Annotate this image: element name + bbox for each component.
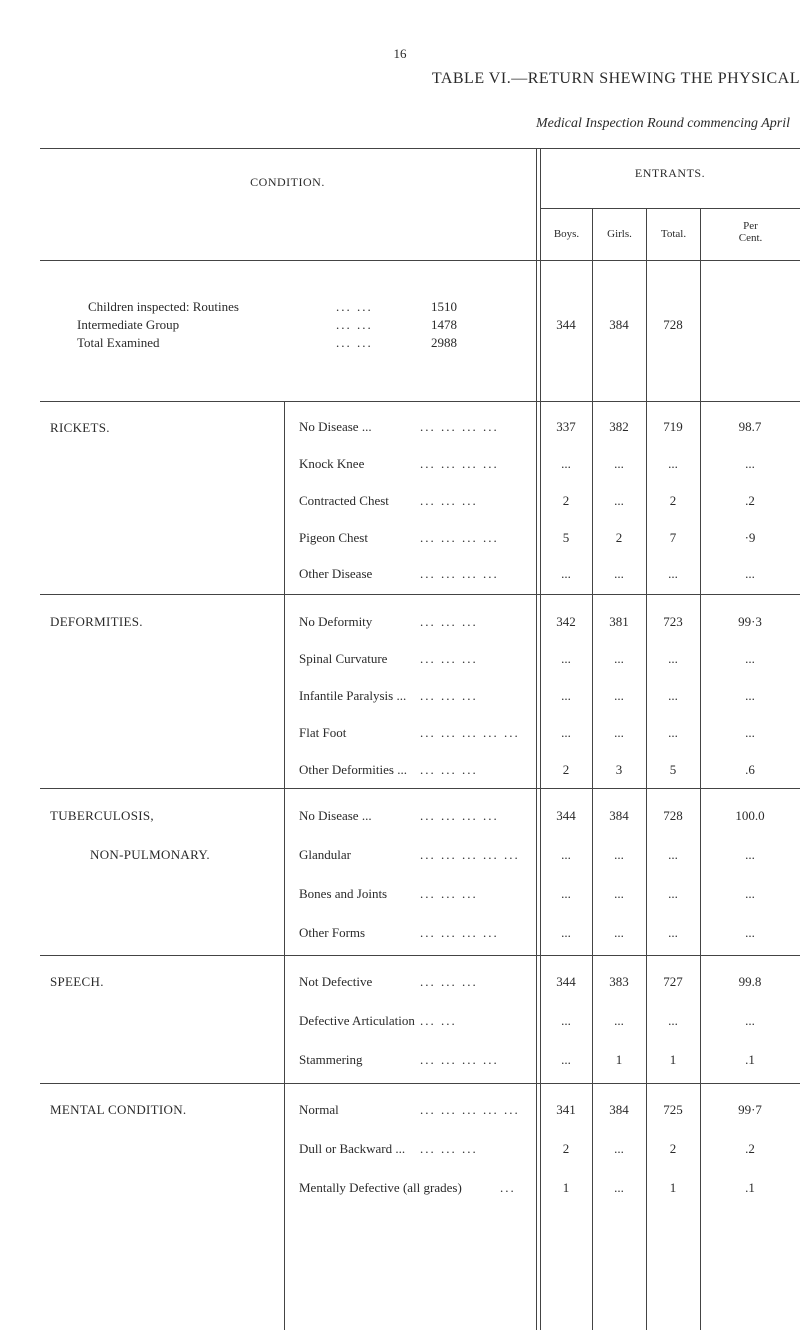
cell-girls: ... <box>614 456 624 471</box>
leader-dots: ... ... ... <box>420 1141 478 1156</box>
row-label: Infantile Paralysis ... <box>299 688 407 703</box>
cell-boys: ... <box>561 1052 571 1067</box>
girls-header: Girls. <box>607 228 632 240</box>
section-title: MENTAL CONDITION. <box>50 1102 187 1117</box>
row-label: Stammering <box>299 1052 363 1067</box>
cell-per-cent: ... <box>745 847 755 862</box>
cell-total: 1 <box>669 1052 677 1067</box>
cell-per-cent: .2 <box>745 493 755 508</box>
column-rule <box>700 208 701 1330</box>
cell-boys: ... <box>561 566 571 581</box>
cell-girls: 382 <box>609 419 629 434</box>
header-bottom-rule <box>40 260 800 261</box>
page-number: 16 <box>393 46 407 61</box>
inspected-bottom-rule <box>40 401 800 402</box>
section-title: TUBERCULOSIS, <box>50 808 154 823</box>
leader-dots: ... ... ... <box>420 688 478 703</box>
condition-header: CONDITION. <box>250 175 325 189</box>
row-label: No Disease ... <box>299 419 372 434</box>
row-label: Glandular <box>299 847 351 862</box>
row-label: Flat Foot <box>299 725 347 740</box>
leader-dots: ... <box>500 1180 516 1195</box>
row-label: Bones and Joints <box>299 886 388 901</box>
cell-girls: 384 <box>609 808 629 823</box>
per-cent-header: Per Cent. <box>738 220 763 244</box>
cell-girls: 1 <box>615 1052 623 1067</box>
leader-dots: ... ... ... ... ... <box>420 725 520 740</box>
inspected-girls: 384 <box>609 317 629 332</box>
cell-girls: 2 <box>615 530 623 545</box>
leader-dots: ... ... ... ... <box>420 566 499 581</box>
cell-total: ... <box>668 886 678 901</box>
cell-per-cent: ... <box>745 925 755 940</box>
inspected-label: Intermediate Group <box>77 317 180 332</box>
section-title: RICKETS. <box>50 420 110 435</box>
row-label: Other Forms <box>299 925 366 940</box>
speech-bottom-rule <box>40 1083 800 1084</box>
cell-girls: ... <box>614 925 624 940</box>
cell-per-cent: 99·3 <box>738 614 762 629</box>
leader-dots: ... ... ... ... <box>420 925 499 940</box>
cell-total: 1 <box>669 1180 677 1195</box>
leader-dots: ... ... ... <box>420 651 478 666</box>
cell-per-cent: ... <box>745 886 755 901</box>
cell-total: ... <box>668 566 678 581</box>
section-title: SPEECH. <box>50 974 104 989</box>
cell-boys: 2 <box>562 493 570 508</box>
cell-boys: 337 <box>556 419 576 434</box>
cell-total: ... <box>668 688 678 703</box>
inspected-total: 728 <box>663 317 683 332</box>
leader-dots: ... ... <box>336 299 373 314</box>
inspected-boys: 344 <box>556 317 576 332</box>
cell-per-cent: 100.0 <box>735 808 765 823</box>
cell-total: 727 <box>663 974 683 989</box>
cell-per-cent: ·9 <box>744 530 756 545</box>
leader-dots: ... ... <box>420 1013 457 1028</box>
cell-total: 719 <box>663 419 683 434</box>
row-label: Contracted Chest <box>299 493 389 508</box>
row-label: Spinal Curvature <box>299 651 388 666</box>
cell-per-cent: ... <box>745 456 755 471</box>
entrants-rule <box>540 208 800 209</box>
row-label: No Deformity <box>299 614 373 629</box>
cell-boys: 342 <box>556 614 576 629</box>
table-title: TABLE VI.—RETURN SHEWING THE PHYSICAL <box>431 70 800 87</box>
inspected-count: 1510 <box>431 299 457 314</box>
leader-dots: ... ... ... <box>420 614 478 629</box>
cell-girls: ... <box>614 886 624 901</box>
cell-total: ... <box>668 651 678 666</box>
cell-total: 725 <box>663 1102 683 1117</box>
leader-dots: ... ... <box>336 335 373 350</box>
cell-per-cent: 98.7 <box>738 419 762 434</box>
cell-boys: ... <box>561 1013 571 1028</box>
section-title: DEFORMITIES. <box>50 614 143 629</box>
cell-boys: 5 <box>562 530 570 545</box>
cell-total: ... <box>668 456 678 471</box>
cell-total: 728 <box>663 808 683 823</box>
cell-girls: ... <box>614 847 624 862</box>
leader-dots: ... ... <box>336 317 373 332</box>
deformities-bottom-rule <box>40 788 800 789</box>
inspected-label: Total Examined <box>77 335 160 350</box>
cell-total: ... <box>668 925 678 940</box>
cell-boys: 341 <box>556 1102 576 1117</box>
cell-total: 2 <box>669 1141 677 1156</box>
cell-girls: ... <box>614 493 624 508</box>
column-rule <box>284 401 285 1330</box>
leader-dots: ... ... ... ... <box>420 1052 499 1067</box>
tuberculosis-bottom-rule <box>40 955 800 956</box>
leader-dots: ... ... ... <box>420 493 478 508</box>
inspected-label: Children inspected: Routines <box>88 299 239 314</box>
cell-total: ... <box>668 847 678 862</box>
cell-per-cent: ... <box>745 651 755 666</box>
cell-boys: ... <box>561 847 571 862</box>
cell-boys: ... <box>561 725 571 740</box>
cell-boys: 2 <box>562 1141 570 1156</box>
cell-total: 2 <box>669 493 677 508</box>
cell-boys: ... <box>561 688 571 703</box>
row-label: Other Disease <box>299 566 373 581</box>
cell-girls: ... <box>614 651 624 666</box>
boys-header: Boys. <box>553 228 580 240</box>
cell-total: ... <box>668 1013 678 1028</box>
cell-boys: ... <box>561 456 571 471</box>
cell-boys: 1 <box>562 1180 570 1195</box>
cell-total: 723 <box>663 614 683 629</box>
row-label: Normal <box>299 1102 339 1117</box>
cell-boys: 344 <box>556 974 576 989</box>
cell-per-cent: ... <box>745 566 755 581</box>
cell-total: ... <box>668 725 678 740</box>
row-label: Knock Knee <box>299 456 365 471</box>
cell-girls: 381 <box>609 614 629 629</box>
cell-per-cent: .1 <box>745 1052 755 1067</box>
leader-dots: ... ... ... ... ... <box>420 1102 520 1117</box>
leader-dots: ... ... ... ... <box>420 456 499 471</box>
cell-girls: ... <box>614 688 624 703</box>
cell-per-cent: .1 <box>745 1180 755 1195</box>
top-rule <box>40 148 800 149</box>
cell-per-cent: 99·7 <box>738 1102 762 1117</box>
inspected-count: 1478 <box>431 317 457 332</box>
row-label: Mentally Defective (all grades) <box>299 1180 462 1195</box>
cell-girls: ... <box>614 1013 624 1028</box>
column-rule <box>536 148 537 1330</box>
leader-dots: ... ... ... <box>420 886 478 901</box>
cell-boys: ... <box>561 925 571 940</box>
row-label: Other Deformities ... <box>299 762 407 777</box>
cell-girls: 384 <box>609 1102 629 1117</box>
leader-dots: ... ... ... ... <box>420 808 499 823</box>
row-label: No Disease ... <box>299 808 372 823</box>
total-header: Total. <box>660 228 687 240</box>
cell-boys: 344 <box>556 808 576 823</box>
cell-per-cent: ... <box>745 1013 755 1028</box>
cell-boys: ... <box>561 651 571 666</box>
cell-per-cent: .2 <box>745 1141 755 1156</box>
leader-dots: ... ... ... ... <box>420 419 499 434</box>
cell-per-cent: 99.8 <box>738 974 762 989</box>
cell-boys: ... <box>561 886 571 901</box>
cell-girls: 383 <box>609 974 629 989</box>
cell-per-cent: ... <box>745 725 755 740</box>
row-label: Not Defective <box>299 974 373 989</box>
entrants-header: ENTRANTS. <box>634 166 706 180</box>
cell-girls: ... <box>614 1180 624 1195</box>
row-label: Defective Articulation <box>299 1013 415 1028</box>
cell-per-cent: ... <box>745 688 755 703</box>
table-subtitle: Medical Inspection Round commencing April <box>535 116 790 131</box>
cell-girls: 3 <box>615 762 623 777</box>
rickets-bottom-rule <box>40 594 800 595</box>
cell-boys: 2 <box>562 762 570 777</box>
cell-per-cent: .6 <box>745 762 755 777</box>
cell-total: 7 <box>669 530 677 545</box>
leader-dots: ... ... ... <box>420 762 478 777</box>
cell-total: 5 <box>669 762 677 777</box>
row-label: Pigeon Chest <box>299 530 368 545</box>
cell-girls: ... <box>614 725 624 740</box>
leader-dots: ... ... ... ... ... <box>420 847 520 862</box>
section-subtitle: NON-PULMONARY. <box>90 847 210 862</box>
leader-dots: ... ... ... <box>420 974 478 989</box>
cell-girls: ... <box>614 566 624 581</box>
leader-dots: ... ... ... ... <box>420 530 499 545</box>
cell-girls: ... <box>614 1141 624 1156</box>
row-label: Dull or Backward ... <box>299 1141 406 1156</box>
inspected-count: 2988 <box>431 335 457 350</box>
